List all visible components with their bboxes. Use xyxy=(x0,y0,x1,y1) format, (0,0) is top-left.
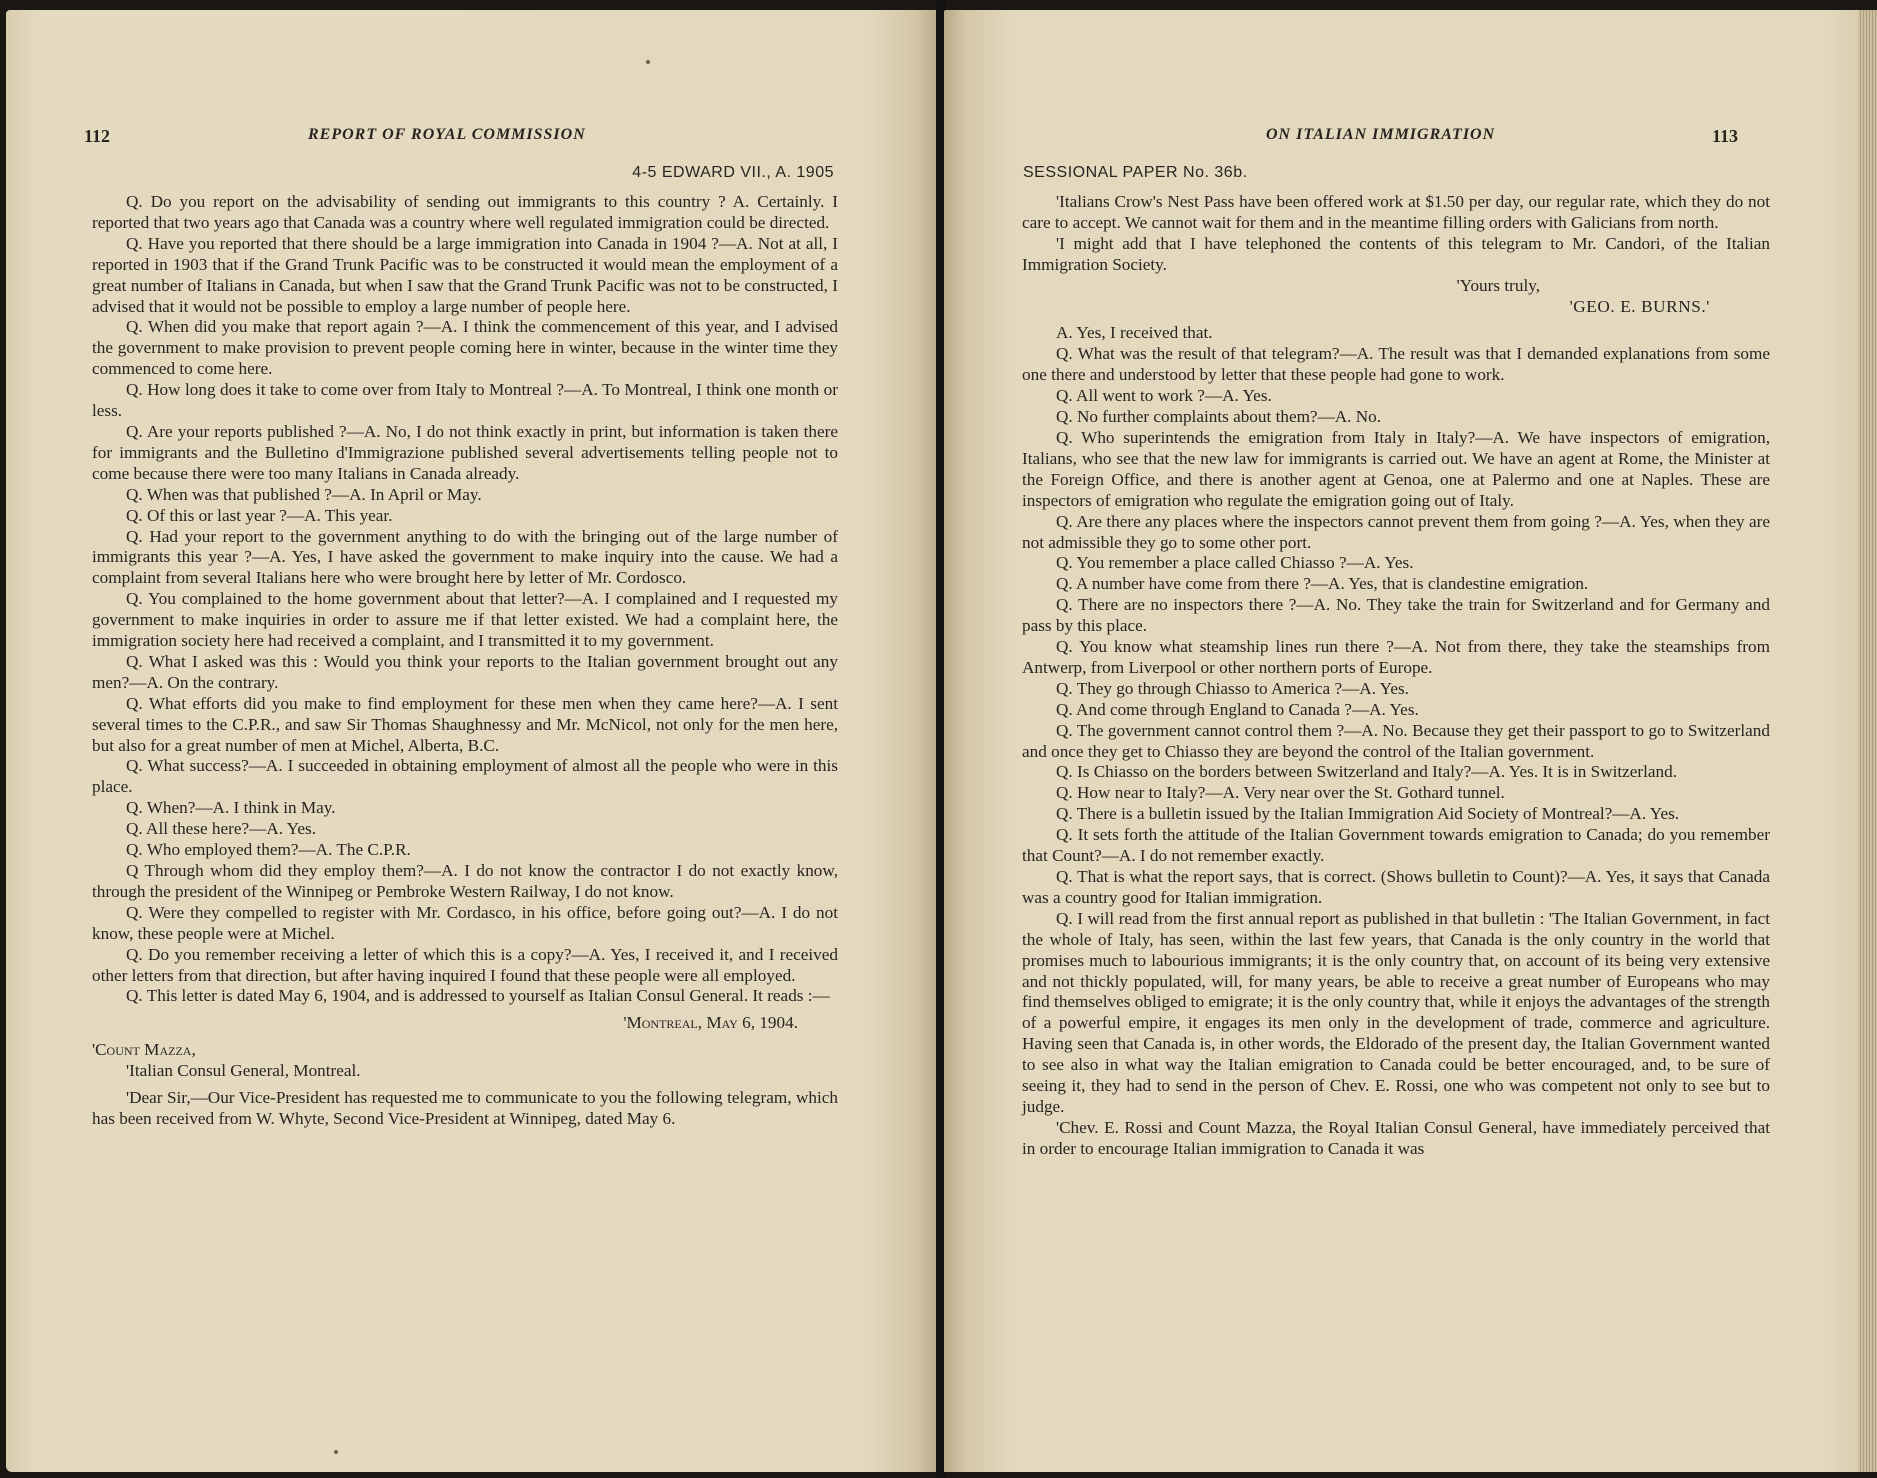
paragraph: Q. The government cannot control them ?—A. No. Because they get their passport to go to Switzerland and once they get to Chiasso they are beyond the control of the Italian government. xyxy=(1022,720,1770,761)
paragraph: Q. Of this or last year ?—A. This year. xyxy=(126,505,393,525)
letter-salutation-title: 'Italian Consul General, Montreal. xyxy=(126,1061,361,1081)
paragraph: Q. This letter is dated May 6, 1904, and is addressed to yourself as Italian Consul General. It reads :— xyxy=(126,986,830,1006)
paragraph: Q. Had your report to the government anything to do with the bringing out of the large number of immigrants this year ?—A. Yes, I have asked the government to make inquiry into the cause. We had a complaint from several Italians here who were brought here by letter of Mr. Cordosco. xyxy=(92,526,838,588)
right-running-title: ON ITALIAN IMMIGRATION xyxy=(1266,126,1496,143)
paragraph: Q. When was that published ?—A. In April or May. xyxy=(126,484,482,504)
paragraph: Q. No further complaints about them?—A. No. xyxy=(1056,407,1382,427)
page-edges xyxy=(1858,10,1877,1472)
paragraph: Q. You know what steamship lines run there ?—A. Not from there, they take the steamships from Antwerp, from Liverpool or other northern ports of Europe. xyxy=(1022,637,1770,677)
right-page-number: 113 xyxy=(1712,126,1739,146)
paragraph: Q. You complained to the home government about that letter?—A. I complained and I requested my government to make inquiries in order to assure me if that letter existed. We had a complaint here, the immigration society here had received a complaint, and I transmitted it to my government. xyxy=(92,589,838,651)
paragraph: Q. How long does it take to come over from Italy to Montreal ?—A. To Montreal, I think one month or less. xyxy=(92,380,838,421)
paragraph: Q. And come through England to Canada ?—A. Yes. xyxy=(1056,699,1419,719)
paragraph: Q. There is a bulletin issued by the Italian Immigration Aid Society of Montreal?—A. Yes. xyxy=(1056,804,1680,824)
paragraph: Q. What efforts did you make to find employment for these men when they came here?—A. I sent several times to the C.P.R., and saw Sir Thomas Shaughnessy and Mr. McNicol, not only for the men here, but also for a great number of men at Michel, Alberta, B.C. xyxy=(92,693,838,755)
paragraph: Q. What I asked was this : Would you think your reports to the Italian government brought out any men?—A. On the contrary. xyxy=(92,651,838,692)
paragraph: Q. Have you reported that there should be a large immigration into Canada in 1904 ?—A. Not at all, I reported in 1903 that if the Grand Trunk Pacific was to be constructed it would mean the employment of a great number of Italians in Canada, but when I saw that the Grand Trunk Pacific was not to be constructed, I advised that it would not be possible to employ a large number of people here. xyxy=(92,233,838,316)
paragraph: Q. What success?—A. I succeeded in obtaining employment of almost all the people who were in this place. xyxy=(92,756,838,797)
paragraph: Q. Is Chiasso on the borders between Switzerland and Italy?—A. Yes. It is in Switzerland. xyxy=(1056,762,1678,782)
left-running-head xyxy=(6,126,938,150)
paragraph: Q. When did you make that report again ?—A. I think the commencement of this year, and I advised the government to make provision to prevent people coming here in winter, because in the winter time they commenced to come here. xyxy=(92,317,838,379)
left-page xyxy=(6,10,938,1472)
letter-signature: 'GEO. E. BURNS.' xyxy=(1569,296,1710,316)
paragraph: Q. Who superintends the emigration from Italy in Italy?—A. We have inspectors of emigration, Italians, who see that the new law for immigrants is carried out. We have an agent at Rome, the Minister at the Foreign Office, and there is another agent at Genoa, one at Palermo and one at Naples. These are inspectors of emigration who regulate the emigration going out of Italy. xyxy=(1022,427,1770,510)
paragraph: Q. It sets forth the attitude of the Italian Government towards emigration to Canada; do you remember that Count?—A. I do not remember exactly. xyxy=(1022,825,1770,866)
paragraph: A. Yes, I received that. xyxy=(1056,323,1213,343)
paragraph: Q. I will read from the first annual report as published in that bulletin : 'The Italian Government, in fact the whole of Italy, has seen, within the last few years, that Canada is the only country in the world that promises much to labourious immigrants; it is the only country that, on account of its being very extensive and not thickly populated, will, for many years, be able to receive a great number of Europeans who may find themselves obliged to emigrate; it is the only country that, while it enjoys the advantages of the strength of a powerful empire, it engages its men only in the development of trade, commerce and agriculture. Having seen that Canada is, in other words, the Eldorado of the present day, the Italian Government wanted to see also in what way the Italian emigration to Canada could be better encouraged, and, to be sure of seeing it, they had to send in the person of Chev. E. Rossi, one who was competent not only to see but to judge. xyxy=(1022,908,1770,1116)
paragraph: Q. Are there any places where the inspectors cannot prevent them from going ?—A. Yes, when they are not admissible they go to some other port. xyxy=(1022,511,1770,552)
paragraph: Q Through whom did they employ them?—A. I do not know the contractor I do not exactly know, through the president of the Winnipeg or Pembroke Western Railway, I do not know. xyxy=(92,861,838,901)
paragraph: Q. Are your reports published ?—A. No, I do not think exactly in print, but information is taken there for immigrants and the Bulletino d'Immigrazione published several advertisements telling people not to come because there were too many Italians in Canada already. xyxy=(92,421,838,483)
paragraph: 'Chev. E. Rossi and Count Mazza, the Royal Italian Consul General, have immediately perceived that in order to encourage Italian immigration to Canada it was xyxy=(1022,1117,1770,1158)
paragraph: Q. All these here?—A. Yes. xyxy=(126,819,316,839)
paragraph: Q. All went to work ?—A. Yes. xyxy=(1056,386,1272,406)
paragraph: Q. A number have come from there ?—A. Yes, that is clandestine emigration. xyxy=(1056,574,1589,594)
right-session-line: SESSIONAL PAPER No. 36b. xyxy=(1023,164,1248,181)
paragraph: Q. You remember a place called Chiasso ?—A. Yes. xyxy=(1056,553,1414,573)
paragraph: Q. That is what the report says, that is correct. (Shows bulletin to Count)?—A. Yes, it says that Canada was a country good for Italian immigration. xyxy=(1022,867,1770,907)
paragraph: Q. Do you report on the advisability of sending out immigrants to this country ? A. Certainly. I reported that two years ago that Canada was a country where well regulated immigration could be directed. xyxy=(92,192,838,232)
letter-salutation-name: 'Count Mazza, xyxy=(92,1040,196,1060)
right-page xyxy=(944,10,1871,1472)
letter-body: 'Dear Sir,—Our Vice-President has requested me to communicate to you the following telegram, which has been received from W. Whyte, Second Vice-President at Winnipeg, dated May 6. xyxy=(92,1088,838,1128)
left-session-line: 4-5 EDWARD VII., A. 1905 xyxy=(632,164,834,181)
letter-paragraph: 'Italians Crow's Nest Pass have been offered work at $1.50 per day, our regular rate, which they do not care to accept. We cannot wait for them and in the meantime filling orders with Galicians from north. xyxy=(1022,192,1770,232)
paragraph: Q. How near to Italy?—A. Very near over the St. Gothard tunnel. xyxy=(1056,783,1505,803)
ink-speck xyxy=(646,60,650,64)
left-body-text xyxy=(92,192,838,1130)
paragraph: Q. What was the result of that telegram?—A. The result was that I demanded explanations from some one there and understood by letter that these people had gone to work. xyxy=(1022,344,1770,385)
right-body-text xyxy=(1022,192,1770,1160)
ink-speck xyxy=(334,1450,338,1454)
paragraph: Q. They go through Chiasso to America ?—A. Yes. xyxy=(1056,678,1409,698)
letter-closing: 'Yours truly, xyxy=(1456,275,1540,295)
left-page-number: 112 xyxy=(84,126,111,146)
paragraph: Q. Who employed them?—A. The C.P.R. xyxy=(126,840,411,860)
letter-dateline: 'Montreal, May 6, 1904. xyxy=(623,1013,798,1033)
paragraph: Q. Were they compelled to register with Mr. Cordasco, in his office, before going out?—A. I do not know, these people were at Michel. xyxy=(92,902,838,943)
letter-paragraph: 'I might add that I have telephoned the contents of this telegram to Mr. Candori, of the Italian Immigration Society. xyxy=(1022,233,1770,274)
paragraph: Q. When?—A. I think in May. xyxy=(126,798,336,818)
right-running-head xyxy=(944,126,1871,150)
paragraph: Q. There are no inspectors there ?—A. No. They take the train for Switzerland and for Germany and pass by this place. xyxy=(1022,595,1770,636)
left-running-title: REPORT OF ROYAL COMMISSION xyxy=(308,126,586,143)
paragraph: Q. Do you remember receiving a letter of which this is a copy?—A. Yes, I received it, and I received other letters from that direction, but after having inquired I found that these people were all employed. xyxy=(92,944,838,985)
